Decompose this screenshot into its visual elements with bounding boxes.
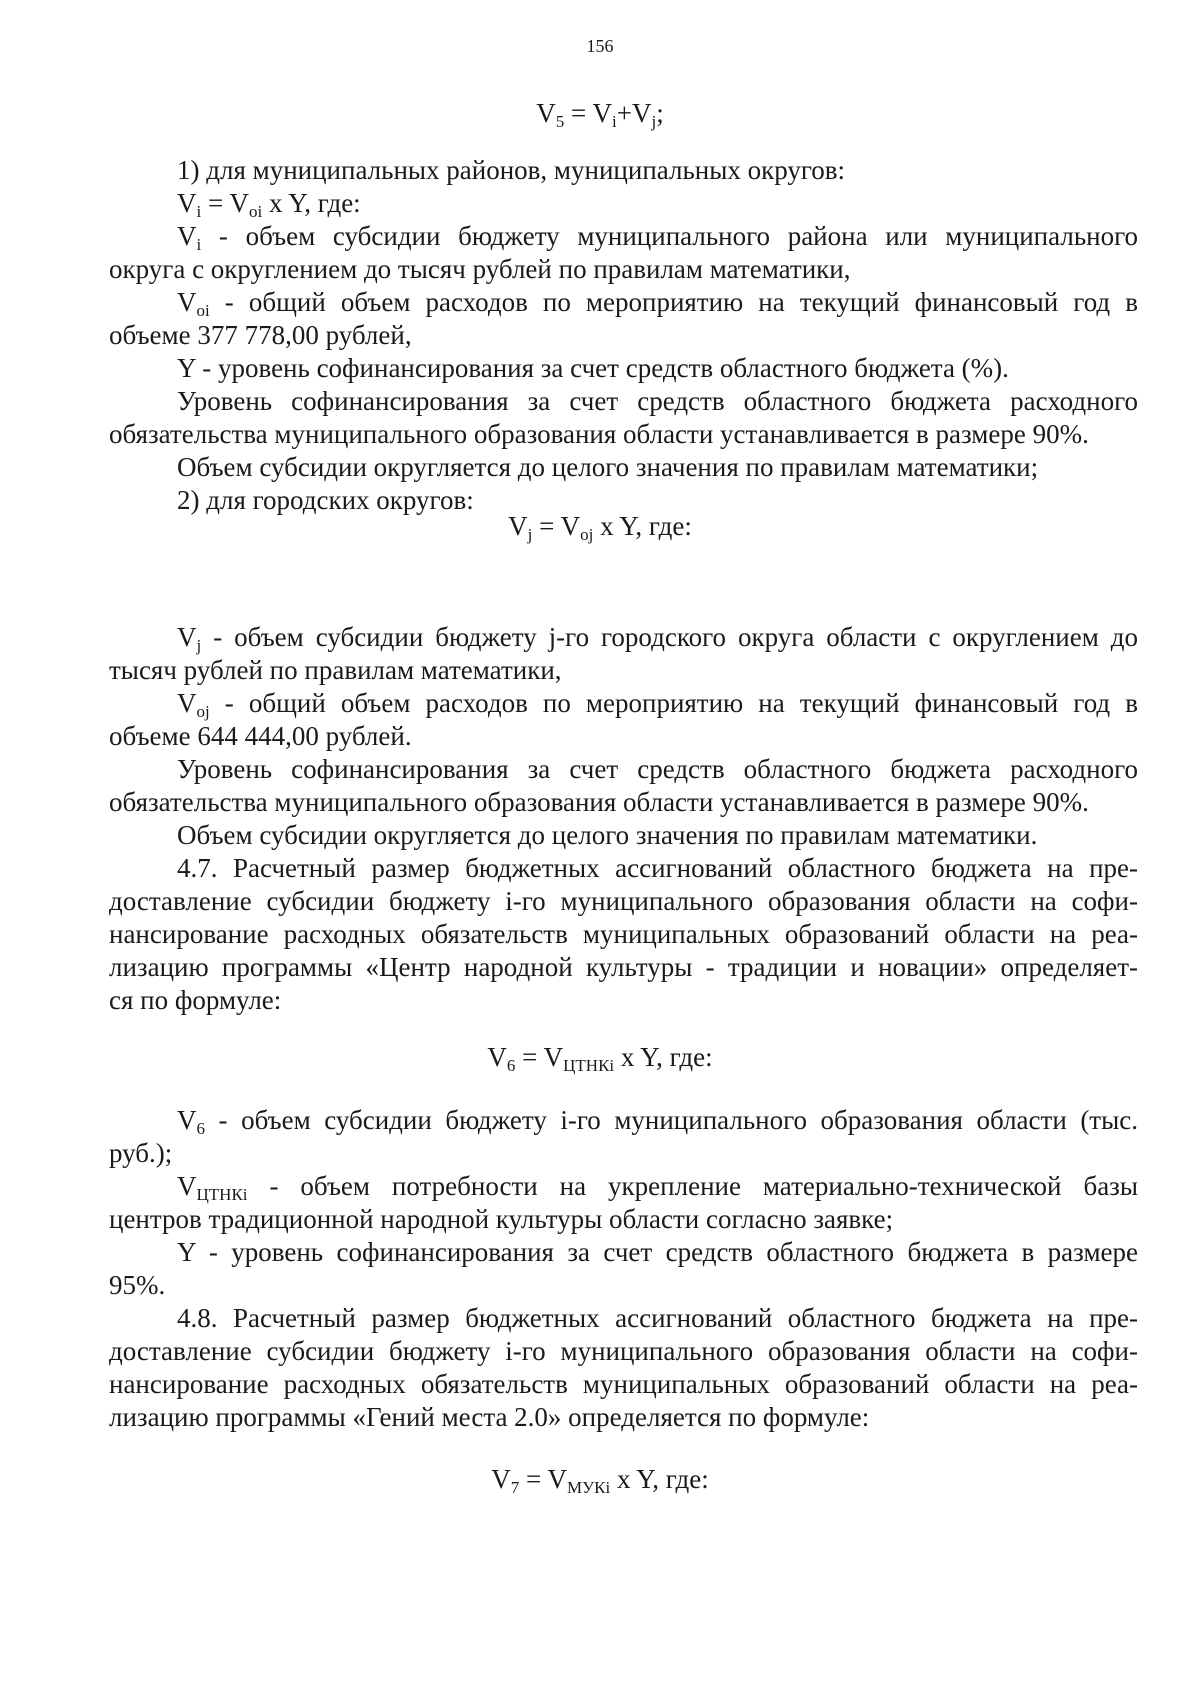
text-line: объеме 644 444,00 рублей. [109, 721, 412, 751]
text-line: Y - уровень софинансирования за счет средств областного бюджета (%). [177, 353, 1009, 383]
text-line: нансирование расходных обязательств муниципальных образований области на реа- [109, 1369, 1138, 1399]
text-line: $V_{oi}$ - общий объем расходов по мероприятию на текущий финансовый год в [177, 287, 1138, 320]
text-line: Объем субсидии округляется до целого значения по правилам математики; [177, 452, 1039, 482]
text-line: $V_{ЦТНКi}$ - объем потребности на укрепление материально-технической базы [177, 1171, 1138, 1204]
text-line: 4.8. Расчетный размер бюджетных ассигнований областного бюджета на пре- [177, 1303, 1138, 1333]
text-line: $V_6$ - объем субсидии бюджету i-го муниципального образования области (тыс. [177, 1105, 1138, 1138]
text-line: обязательства муниципального образования области устанавливается в размере 90%. [109, 787, 1089, 817]
formula-v5: $V_5 = V_i+V_j$; [536, 98, 664, 131]
page-number: 156 [586, 36, 614, 56]
block-v6-definitions [109, 1104, 1138, 1434]
formula-vi: $V_i = V_{oi}$ x Y, где: [177, 188, 361, 221]
text-line: объеме 377 778,00 рублей, [109, 320, 412, 350]
text-line: 2) для городских округов: [177, 485, 474, 515]
text-line: 4.7. Расчетный размер бюджетных ассигнований областного бюджета на пре- [177, 853, 1138, 883]
formula-v7: $V_7 = V_{МУКi}$ x Y, где: [491, 1464, 709, 1497]
text-line: доставление субсидии бюджету i-го муниципального образования области на софи- [109, 1336, 1138, 1366]
text-line: центров традиционной народной культуры области согласно заявке; [109, 1204, 894, 1234]
text-line: лизацию программы «Гений места 2.0» определяется по формуле: [109, 1402, 870, 1432]
text-line: Уровень софинансирования за счет средств областного бюджета расходного [177, 386, 1138, 416]
text-line: $V_j$ - объем субсидии бюджету j-го городского округа области с округлением до [177, 622, 1138, 655]
text-line: $V_i$ - объем субсидии бюджету муниципального района или муниципального [177, 221, 1138, 254]
text-line: тысяч рублей по правилам математики, [109, 655, 562, 685]
text-line: лизацию программы «Центр народной культуры - традиции и новации» определяет- [109, 952, 1138, 982]
text-line: обязательства муниципального образования области устанавливается в размере 90%. [109, 419, 1089, 449]
text-line: 1) для муниципальных районов, муниципальных округов: [177, 155, 846, 185]
formula-vj: $V_j = V_{oj}$ x Y, где: [508, 511, 692, 544]
block-municipal-districts [109, 154, 1138, 517]
text-line: 95%. [109, 1270, 166, 1300]
text-line: руб.); [109, 1138, 173, 1168]
text-line: $V_{oj}$ - общий объем расходов по мероприятию на текущий финансовый год в [177, 688, 1138, 721]
text-line: ся по формуле: [109, 985, 282, 1015]
text-line: Уровень софинансирования за счет средств областного бюджета расходного [177, 754, 1138, 784]
formula-v6: $V_6 = V_{ЦТНКi}$ x Y, где: [487, 1042, 713, 1075]
text-line: нансирование расходных обязательств муниципальных образований области на реа- [109, 919, 1138, 949]
text-line: Объем субсидии округляется до целого значения по правилам математики. [177, 820, 1038, 850]
text-line: доставление субсидии бюджету i-го муниципального образования области на софи- [109, 886, 1138, 916]
text-line: Y - уровень софинансирования за счет средств областного бюджета в размере [177, 1237, 1138, 1267]
block-city-districts [109, 621, 1138, 1017]
text-line: округа с округлением до тысяч рублей по правилам математики, [109, 254, 851, 284]
